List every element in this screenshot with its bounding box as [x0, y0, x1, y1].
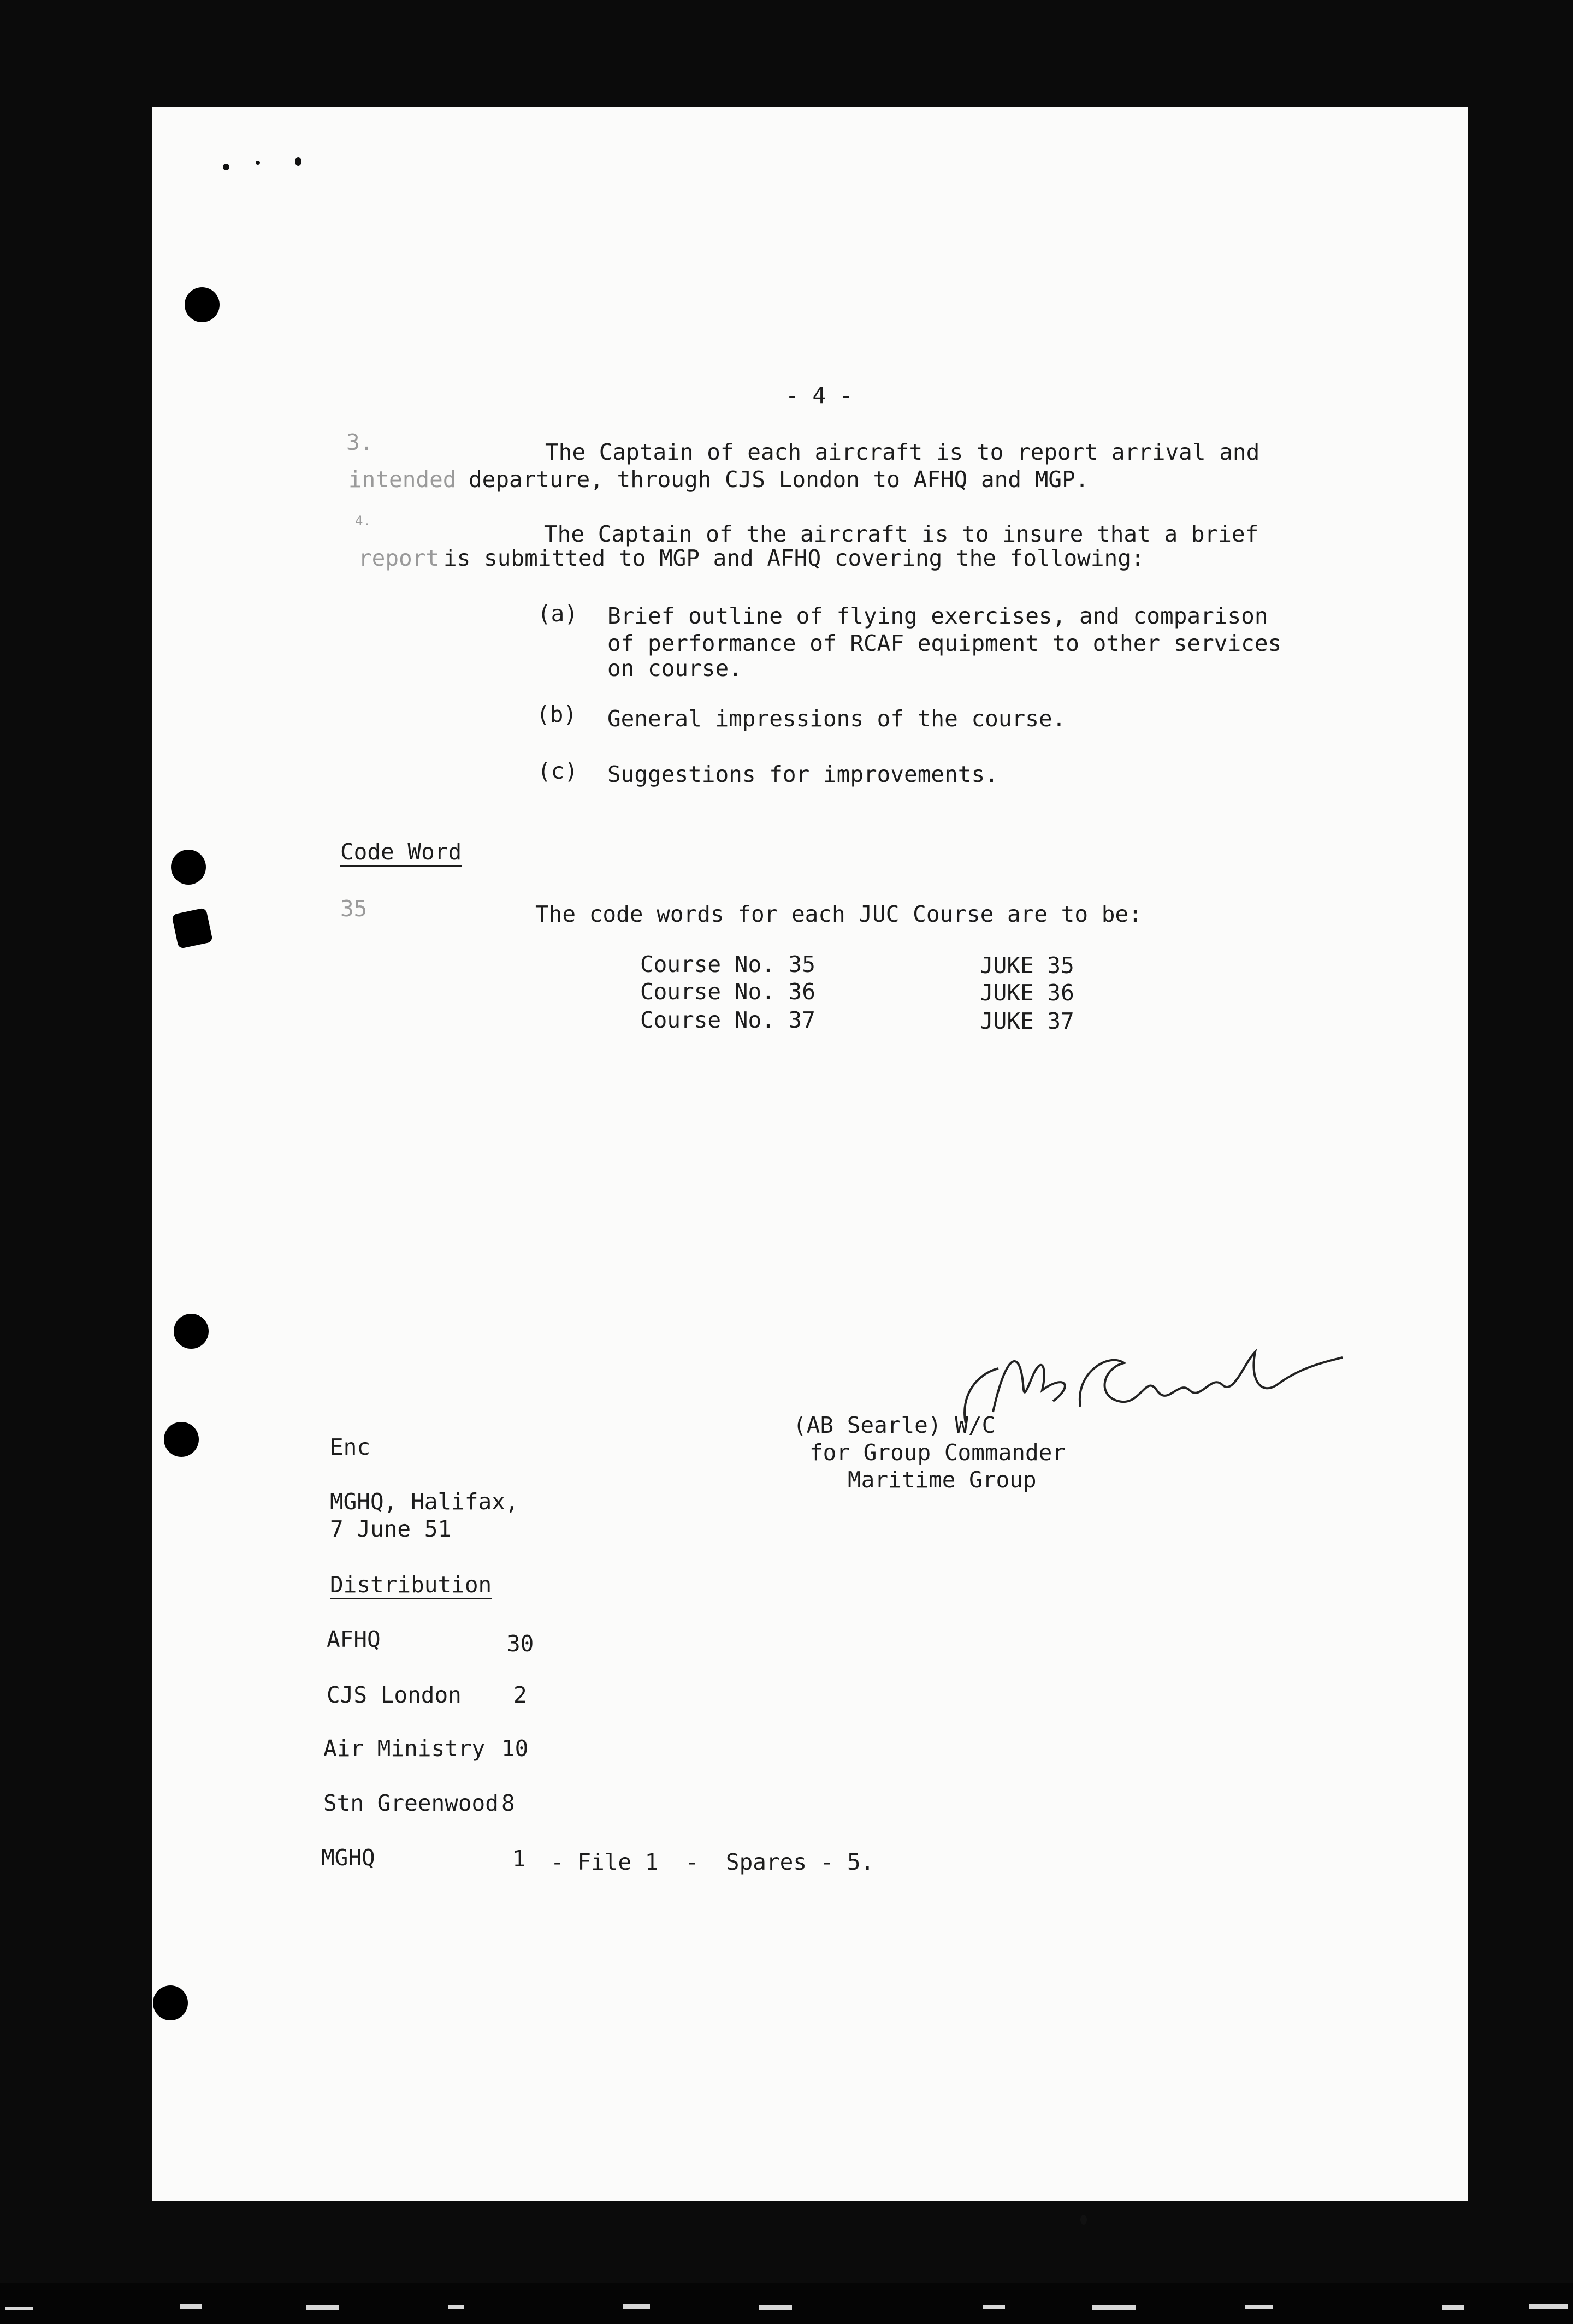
course-number: Course No. 36	[640, 979, 815, 1005]
place: MGHQ, Halifax,	[330, 1489, 519, 1515]
paragraph-4-line-2-prefix: report	[358, 545, 440, 571]
distribution-recipient: AFHQ	[327, 1626, 381, 1652]
ink-speck	[223, 164, 229, 170]
course-number: Course No. 35	[640, 951, 815, 977]
item-a-line-1: Brief outline of flying exercises, and comparison	[607, 603, 1268, 629]
course-number: Course No. 37	[640, 1007, 815, 1033]
paragraph-3-line-2-prefix: intended	[348, 466, 457, 493]
paragraph-number: 4.	[355, 513, 371, 529]
distribution-heading: Distribution	[330, 1572, 492, 1598]
enclosure-label: Enc	[330, 1434, 371, 1460]
date: 7 June 51	[330, 1516, 452, 1542]
handwritten-signature	[938, 1330, 1353, 1450]
distribution-count: 1	[512, 1846, 526, 1872]
punch-hole	[153, 1985, 188, 2020]
distribution-recipient: Stn Greenwood	[323, 1790, 499, 1816]
paragraph-4-line-2: is submitted to MGP and AFHQ covering the following:	[443, 545, 1145, 571]
item-b-line-1: General impressions of the course.	[607, 706, 1066, 732]
course-code: JUKE 36	[980, 980, 1074, 1006]
ink-speck	[295, 157, 301, 166]
punch-hole	[164, 1422, 199, 1457]
signatory-line-2: for Group Commander	[809, 1439, 1066, 1466]
distribution-count: 2	[513, 1682, 527, 1708]
punch-hole	[172, 908, 213, 949]
distribution-recipient: MGHQ	[321, 1845, 375, 1871]
distribution-note: - File 1 - Spares - 5.	[551, 1849, 874, 1875]
code-word-heading: Code Word	[340, 839, 462, 865]
signatory-line-3: Maritime Group	[848, 1467, 1037, 1493]
film-strip-edge	[0, 2282, 1573, 2324]
distribution-recipient: CJS London	[327, 1682, 462, 1708]
ink-speck	[256, 161, 260, 165]
paragraph-3-line-1: The Captain of each aircraft is to report arrival and	[545, 439, 1260, 465]
item-a-line-3: on course.	[607, 655, 742, 681]
distribution-count: 30	[507, 1631, 534, 1657]
item-c-line-1: Suggestions for improvements.	[607, 761, 998, 787]
signatory-name: (AB Searle) W/C	[793, 1412, 996, 1438]
distribution-count: 10	[501, 1735, 529, 1762]
document-page	[152, 107, 1468, 2201]
code-word-intro: The code words for each JUC Course are to be:	[535, 901, 1142, 927]
paragraph-3-line-2: departure, through CJS London to AFHQ and MGP.	[469, 466, 1089, 493]
paragraph-4-line-1: The Captain of the aircraft is to insure that a brief	[544, 521, 1259, 547]
ink-speck	[1080, 2215, 1087, 2225]
course-code: JUKE 35	[980, 952, 1074, 979]
item-label: (a)	[537, 601, 578, 627]
paragraph-number: 35	[340, 896, 368, 922]
distribution-recipient: Air Ministry	[323, 1735, 486, 1762]
item-label: (b)	[536, 701, 577, 727]
paragraph-number: 3.	[346, 429, 374, 455]
punch-hole	[171, 850, 206, 885]
item-label: (c)	[537, 758, 578, 784]
punch-hole	[185, 287, 220, 322]
course-code: JUKE 37	[980, 1008, 1074, 1034]
punch-hole	[174, 1314, 209, 1349]
item-a-line-2: of performance of RCAF equipment to other services	[607, 630, 1282, 656]
page-number: - 4 -	[785, 382, 853, 408]
distribution-count: 8	[501, 1790, 515, 1816]
